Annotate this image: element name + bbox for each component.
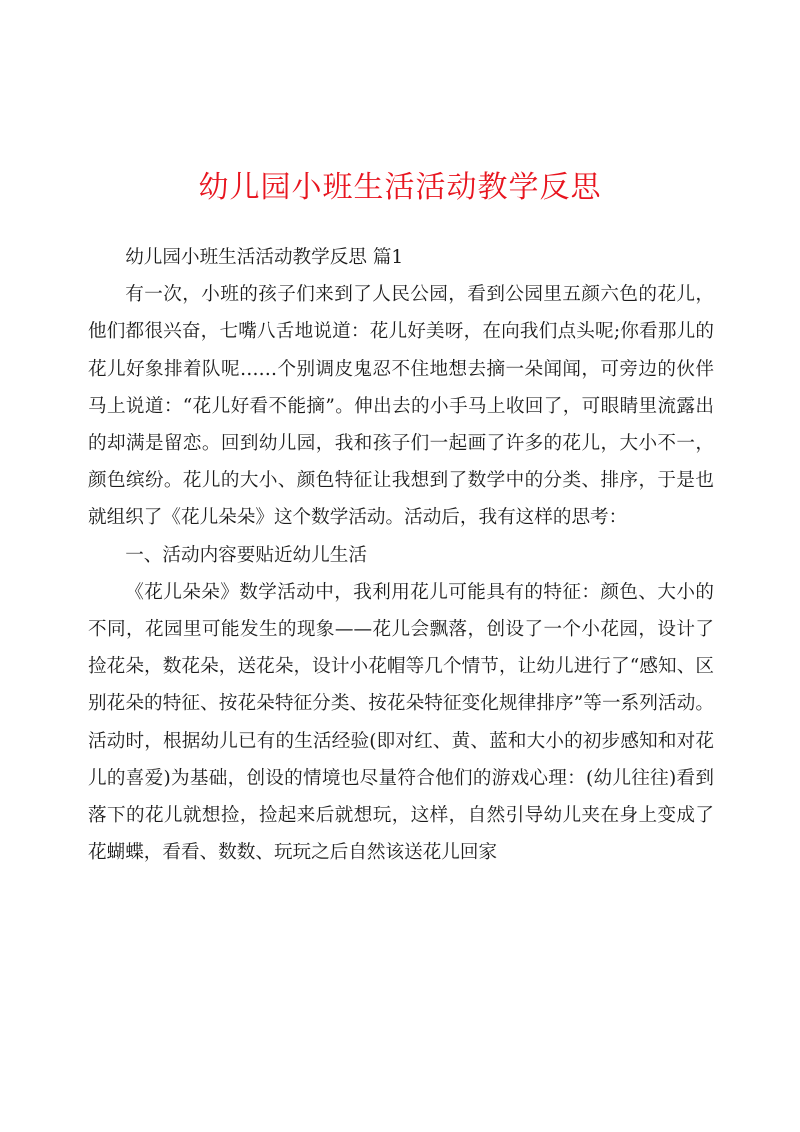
- paragraph: 《花儿朵朵》数学活动中，我利用花儿可能具有的特征：颜色、大小的不同，花园里可能发生的现象——花儿会飘落，创设了一个小花园，设计了捡花朵，数花朵，送花朵，设计小花帽等几个情节，让幼儿进行了“感知、区别花朵的特征、按花朵特征分类、按花朵特征变化规律排序”等一系列活动。活动时，根据幼儿已有的生活经验(即对红、黄、蓝和大小的初步感知和对花儿的喜爱)为基础，创设的情境也尽量符合他们的游戏心理：(幼儿往往)看到落下的花儿就想捡，捡起来后就想玩，这样，自然引导幼儿夹在身上变成了花蝴蝶，看看、数数、玩玩之后自然该送花儿回家: [88, 581, 714, 864]
- subsection-heading: 一、活动内容要贴近幼儿生活: [125, 544, 367, 566]
- document-body: [88, 239, 714, 871]
- section-heading: 幼儿园小班生活活动教学反思 篇1: [125, 247, 404, 268]
- paragraph: 有一次，小班的孩子们来到了人民公园，看到公园里五颜六色的花儿，他们都很兴奋，七嘴八舌地说道：花儿好美呀，在向我们点头呢;你看那儿的花儿好象排着队呢……个别调皮鬼忍不住地想去摘一朵闻闻，可旁边的伙伴马上说道：“花儿好看不能摘”。伸出去的小手马上收回了，可眼睛里流露出的却满是留恋。回到幼儿园，我和孩子们一起画了许多的花儿，大小不一，颜色缤纷。花儿的大小、颜色特征让我想到了数学中的分类、排序，于是也就组织了《花儿朵朵》这个数学活动。活动后，我有这样的思考：: [88, 284, 714, 529]
- document-title: 幼儿园小班生活活动教学反思: [198, 170, 602, 205]
